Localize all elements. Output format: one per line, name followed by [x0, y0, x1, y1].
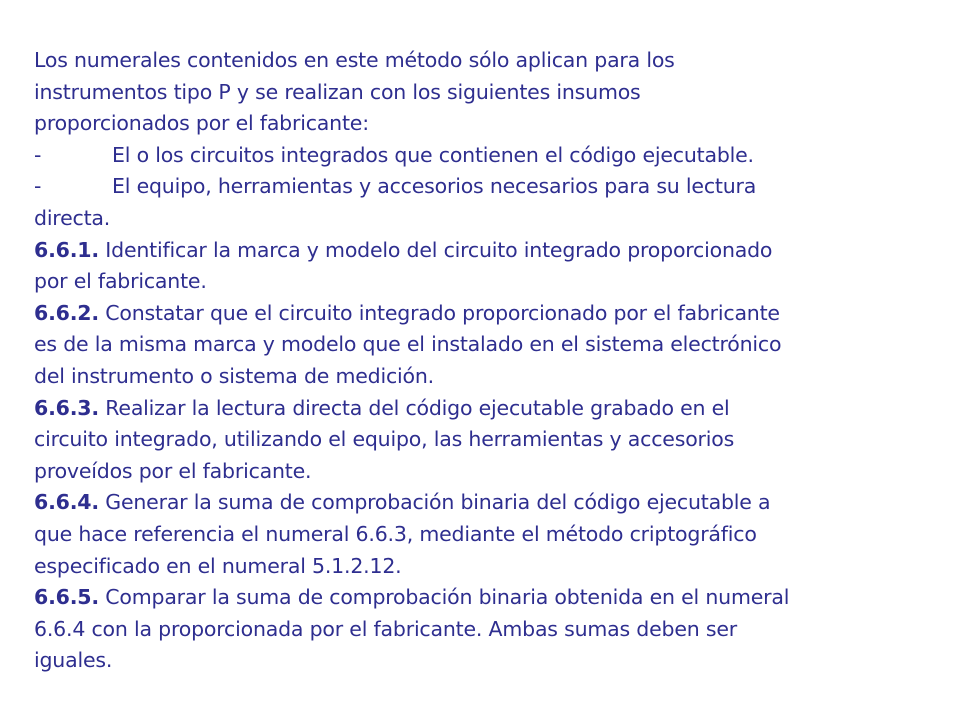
step-6-6-3 [34, 393, 934, 488]
step-line: proveídos por el fabricante. [34, 458, 312, 483]
step-6-6-1 [34, 235, 934, 298]
bullet-text: El o los circuitos integrados que contienen el código ejecutable. [112, 142, 754, 167]
step-text: Constatar que el circuito integrado proporcionado por el fabricante [98, 300, 780, 325]
step-line [34, 393, 934, 425]
step-number: 6.6.2. [34, 300, 99, 325]
step-number: 6.6.3. [34, 395, 99, 420]
step-line: que hace referencia el numeral 6.6.3, mediante el método criptográfico [34, 521, 757, 546]
step-line [34, 582, 934, 614]
step-line: 6.6.4 con la proporcionada por el fabricante. Ambas sumas deben ser [34, 616, 737, 641]
bullet-item [34, 171, 934, 203]
bullet-marker: - [34, 142, 42, 167]
step-line: por el fabricante. [34, 269, 207, 294]
step-6-6-5 [34, 582, 934, 677]
bullet-item [34, 140, 934, 172]
step-line: circuito integrado, utilizando el equipo, las herramientas y accesorios [34, 427, 735, 452]
step-text: Comparar la suma de comprobación binaria obtenida en el numeral [98, 585, 790, 610]
bullet-list [34, 140, 934, 235]
step-text: Realizar la lectura directa del código ejecutable grabado en el [98, 395, 730, 420]
step-6-6-4 [34, 487, 934, 582]
step-line: iguales. [34, 648, 113, 673]
intro-paragraph [34, 45, 934, 140]
bullet-text: El equipo, herramientas y accesorios necesarios para su lectura [112, 174, 757, 199]
document-body [34, 45, 934, 677]
step-line [34, 235, 934, 267]
step-number: 6.6.4. [34, 490, 99, 515]
step-text: Identificar la marca y modelo del circuito integrado proporcionado [98, 237, 773, 262]
intro-line: Los numerales contenidos en este método sólo aplican para los [34, 48, 675, 72]
step-line: del instrumento o sistema de medición. [34, 363, 434, 388]
step-number: 6.6.5. [34, 585, 99, 610]
bullet-marker: - [34, 174, 42, 199]
step-line: especificado en el numeral 5.1.2.12. [34, 553, 402, 578]
step-line: es de la misma marca y modelo que el instalado en el sistema electrónico [34, 332, 782, 357]
step-number: 6.6.1. [34, 237, 99, 262]
step-line [34, 298, 934, 330]
step-line [34, 487, 934, 519]
step-6-6-2 [34, 298, 934, 393]
intro-line: proporcionados por el fabricante: [34, 111, 369, 136]
intro-line: instrumentos tipo P y se realizan con los siguientes insumos [34, 79, 641, 104]
bullet-continuation: directa. [34, 205, 111, 230]
step-text: Generar la suma de comprobación binaria del código ejecutable a [98, 490, 771, 515]
